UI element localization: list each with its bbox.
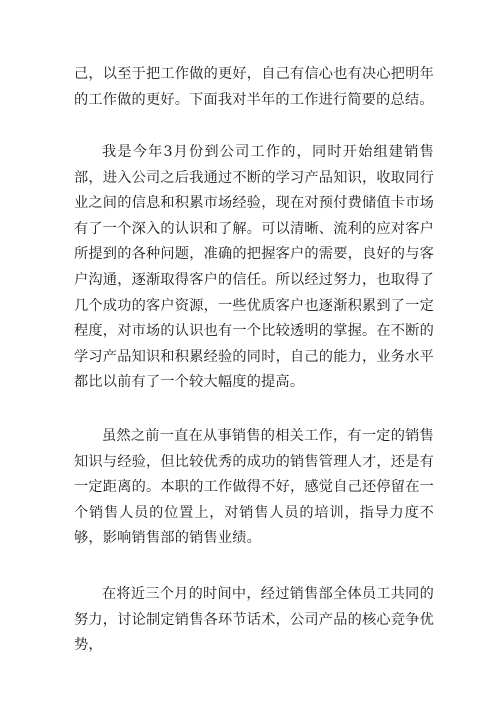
paragraph-3: 虽然之前一直在从事销售的相关工作，有一定的销售知识与经验，但比较优秀的成功的销售管理人才，还是有一定距离的。本职的工作做得不好，感觉自己还停留在一个销售人员的位置上，对销售人员的培训，指导力度不够，影响销售部的销售业绩。	[74, 428, 434, 547]
paragraph-2: 我是今年3月份到公司工作的，同时开始组建销售部，进入公司之后我通过不断的学习产品知识，收取同行业之间的信息和积累市场经验，现在对预付费储值卡市场有了一个深入的认识和了解。可以清晰、流利的应对客户所提到的各种问题，准确的把握客户的需要，良好的与客户沟通，逐渐取得客户的信任。所以经过努力，也取得了几个成功的客户资源，一些优质客户也逐渐积累到了一定程度，对市场的认识也有一个比较透明的掌握。在不断的学习产品知识和积累经验的同时，自己的能力，业务水平都比以前有了一个较大幅度的提高。	[74, 144, 434, 391]
paragraph-1: 己，以至于把工作做的更好，自己有信心也有决心把明年的工作做的更好。下面我对半年的工作进行简要的总结。	[74, 66, 434, 108]
paragraph-4: 在将近三个月的时间中，经过销售部全体员工共同的努力，讨论制定销售各环节话术，公司产品的核心竞争优势，	[74, 586, 434, 654]
